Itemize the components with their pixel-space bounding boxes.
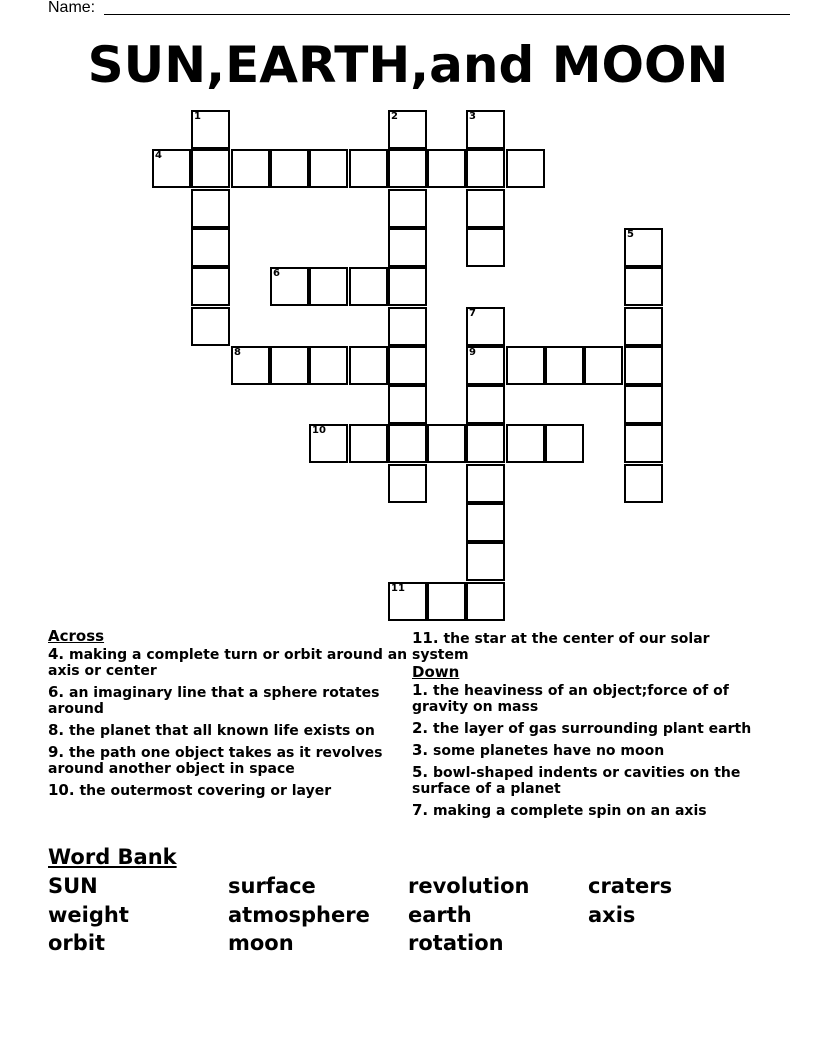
clue-item — [48, 744, 408, 777]
crossword-cell[interactable] — [270, 267, 309, 306]
clue-item-text: making a complete turn or orbit around an axis or center — [48, 647, 408, 679]
crossword-cell[interactable] — [309, 149, 348, 188]
clues-left-column — [48, 628, 408, 804]
crossword-cell[interactable] — [466, 110, 505, 149]
crossword-cell[interactable] — [624, 464, 663, 503]
crossword-cell[interactable] — [349, 149, 388, 188]
crossword-cell[interactable] — [191, 267, 230, 306]
clue-item — [48, 646, 408, 679]
clue-item-number: 2. — [412, 719, 429, 737]
clue-item-number: 9. — [48, 743, 65, 761]
clue-number: 9 — [469, 347, 476, 358]
name-underline — [104, 14, 790, 15]
crossword-cell[interactable] — [427, 424, 466, 463]
crossword-cell[interactable] — [466, 149, 505, 188]
clue-item — [412, 630, 757, 663]
clue-item-text: the layer of gas surrounding plant earth — [428, 721, 752, 737]
crossword-cell[interactable] — [545, 346, 584, 385]
crossword-cell[interactable] — [624, 424, 663, 463]
clue-number: 5 — [627, 229, 634, 240]
crossword-cell[interactable] — [466, 228, 505, 267]
clue-item-text: the outermost covering or layer — [74, 783, 332, 799]
crossword-cell[interactable] — [466, 464, 505, 503]
down-heading: Down — [412, 663, 460, 681]
clue-item-text: the planet that all known life exists on — [64, 723, 375, 739]
crossword-cell[interactable] — [309, 424, 348, 463]
clue-item-number: 6. — [48, 683, 65, 701]
crossword-cell[interactable] — [388, 464, 427, 503]
crossword-cell[interactable] — [349, 424, 388, 463]
crossword-cell[interactable] — [427, 582, 466, 621]
clue-item-number: 4. — [48, 645, 65, 663]
crossword-cell[interactable] — [624, 267, 663, 306]
crossword-cell[interactable] — [388, 110, 427, 149]
crossword-cell[interactable] — [466, 307, 505, 346]
crossword-cell[interactable] — [466, 582, 505, 621]
crossword-cell[interactable] — [270, 346, 309, 385]
clue-item-number: 1. — [412, 681, 429, 699]
crossword-cell[interactable] — [388, 424, 427, 463]
word-bank-word: orbit — [48, 931, 106, 955]
crossword-cell[interactable] — [309, 346, 348, 385]
clue-item — [48, 722, 408, 739]
clue-number: 11 — [391, 583, 405, 594]
word-bank-word: moon — [228, 931, 294, 955]
clue-number: 7 — [469, 308, 476, 319]
crossword-cell[interactable] — [466, 346, 505, 385]
clue-item — [412, 764, 757, 797]
crossword-cell[interactable] — [349, 267, 388, 306]
page-title: SUN,EARTH,and MOON — [87, 36, 729, 94]
clue-item — [48, 684, 408, 717]
crossword-cell[interactable] — [231, 346, 270, 385]
clue-item — [412, 682, 757, 715]
crossword-cell[interactable] — [270, 149, 309, 188]
clue-item-text: bowl-shaped indents or cavities on the surface of a planet — [412, 765, 741, 797]
name-label: Name: — [48, 0, 96, 16]
word-bank-word: axis — [588, 903, 636, 927]
crossword-cell[interactable] — [309, 267, 348, 306]
crossword-cell[interactable] — [349, 346, 388, 385]
crossword-cell[interactable] — [624, 228, 663, 267]
clue-item-text: an imaginary line that a sphere rotates around — [48, 685, 380, 717]
crossword-cell[interactable] — [506, 424, 545, 463]
clue-number: 4 — [155, 150, 162, 161]
clue-item — [412, 720, 757, 737]
crossword-cell[interactable] — [191, 110, 230, 149]
crossword-cell[interactable] — [506, 346, 545, 385]
word-bank-title: Word Bank — [48, 845, 177, 869]
crossword-cell[interactable] — [388, 307, 427, 346]
crossword-cell[interactable] — [624, 307, 663, 346]
crossword-cell[interactable] — [466, 385, 505, 424]
across-clue-list — [48, 646, 408, 799]
crossword-cell[interactable] — [388, 385, 427, 424]
crossword-cell[interactable] — [466, 424, 505, 463]
crossword-cell[interactable] — [388, 228, 427, 267]
crossword-cell[interactable] — [191, 228, 230, 267]
clue-item-number: 3. — [412, 741, 429, 759]
clue-item-text: the star at the center of our solar system — [412, 631, 710, 663]
clue-item — [412, 742, 757, 759]
crossword-cell[interactable] — [388, 582, 427, 621]
crossword-cell[interactable] — [388, 346, 427, 385]
clue-item-number: 10. — [48, 781, 75, 799]
clue-number: 2 — [391, 111, 398, 122]
word-bank-word: SUN — [48, 874, 98, 898]
clues-right-column — [412, 630, 757, 824]
crossword-cell[interactable] — [545, 424, 584, 463]
crossword-cell[interactable] — [466, 189, 505, 228]
clue-number: 10 — [312, 425, 326, 436]
across-continued-list — [412, 630, 757, 663]
crossword-cell[interactable] — [388, 189, 427, 228]
crossword-cell[interactable] — [466, 542, 505, 581]
word-bank-word: revolution — [408, 874, 530, 898]
crossword-cell[interactable] — [231, 149, 270, 188]
clue-number: 3 — [469, 111, 476, 122]
word-bank-word: weight — [48, 903, 129, 927]
crossword-cell[interactable] — [624, 385, 663, 424]
clue-item-text: some planetes have no moon — [428, 743, 665, 759]
crossword-cell[interactable] — [624, 346, 663, 385]
crossword-cell[interactable] — [584, 346, 623, 385]
clue-number: 6 — [273, 268, 280, 279]
crossword-cell[interactable] — [388, 149, 427, 188]
crossword-cell[interactable] — [388, 267, 427, 306]
name-field[interactable] — [48, 0, 95, 18]
clue-item-text: making a complete spin on an axis — [428, 803, 707, 819]
clue-number: 8 — [234, 347, 241, 358]
crossword-cell[interactable] — [191, 149, 230, 188]
crossword-cell[interactable] — [427, 149, 466, 188]
crossword-cell[interactable] — [191, 189, 230, 228]
crossword-cell[interactable] — [466, 503, 505, 542]
clue-number: 1 — [194, 111, 201, 122]
clue-item-number: 7. — [412, 801, 429, 819]
word-bank-word: craters — [588, 874, 673, 898]
across-heading: Across — [48, 627, 105, 645]
clue-item-number: 5. — [412, 763, 429, 781]
clue-item-text: the heaviness of an object;force of of gravity on mass — [412, 683, 729, 715]
crossword-cell[interactable] — [191, 307, 230, 346]
crossword-cell[interactable] — [152, 149, 191, 188]
clue-item-number: 8. — [48, 721, 65, 739]
crossword-cell[interactable] — [506, 149, 545, 188]
down-clue-list — [412, 682, 757, 819]
clue-item-text: the path one object takes as it revolves around another object in space — [48, 745, 383, 777]
clue-item — [412, 802, 757, 819]
clue-item-number: 11. — [412, 629, 439, 647]
word-bank-word: atmosphere — [228, 903, 370, 927]
word-bank-word: rotation — [408, 931, 504, 955]
word-bank-word: earth — [408, 903, 472, 927]
word-bank-word: surface — [228, 874, 316, 898]
clue-item — [48, 782, 408, 799]
